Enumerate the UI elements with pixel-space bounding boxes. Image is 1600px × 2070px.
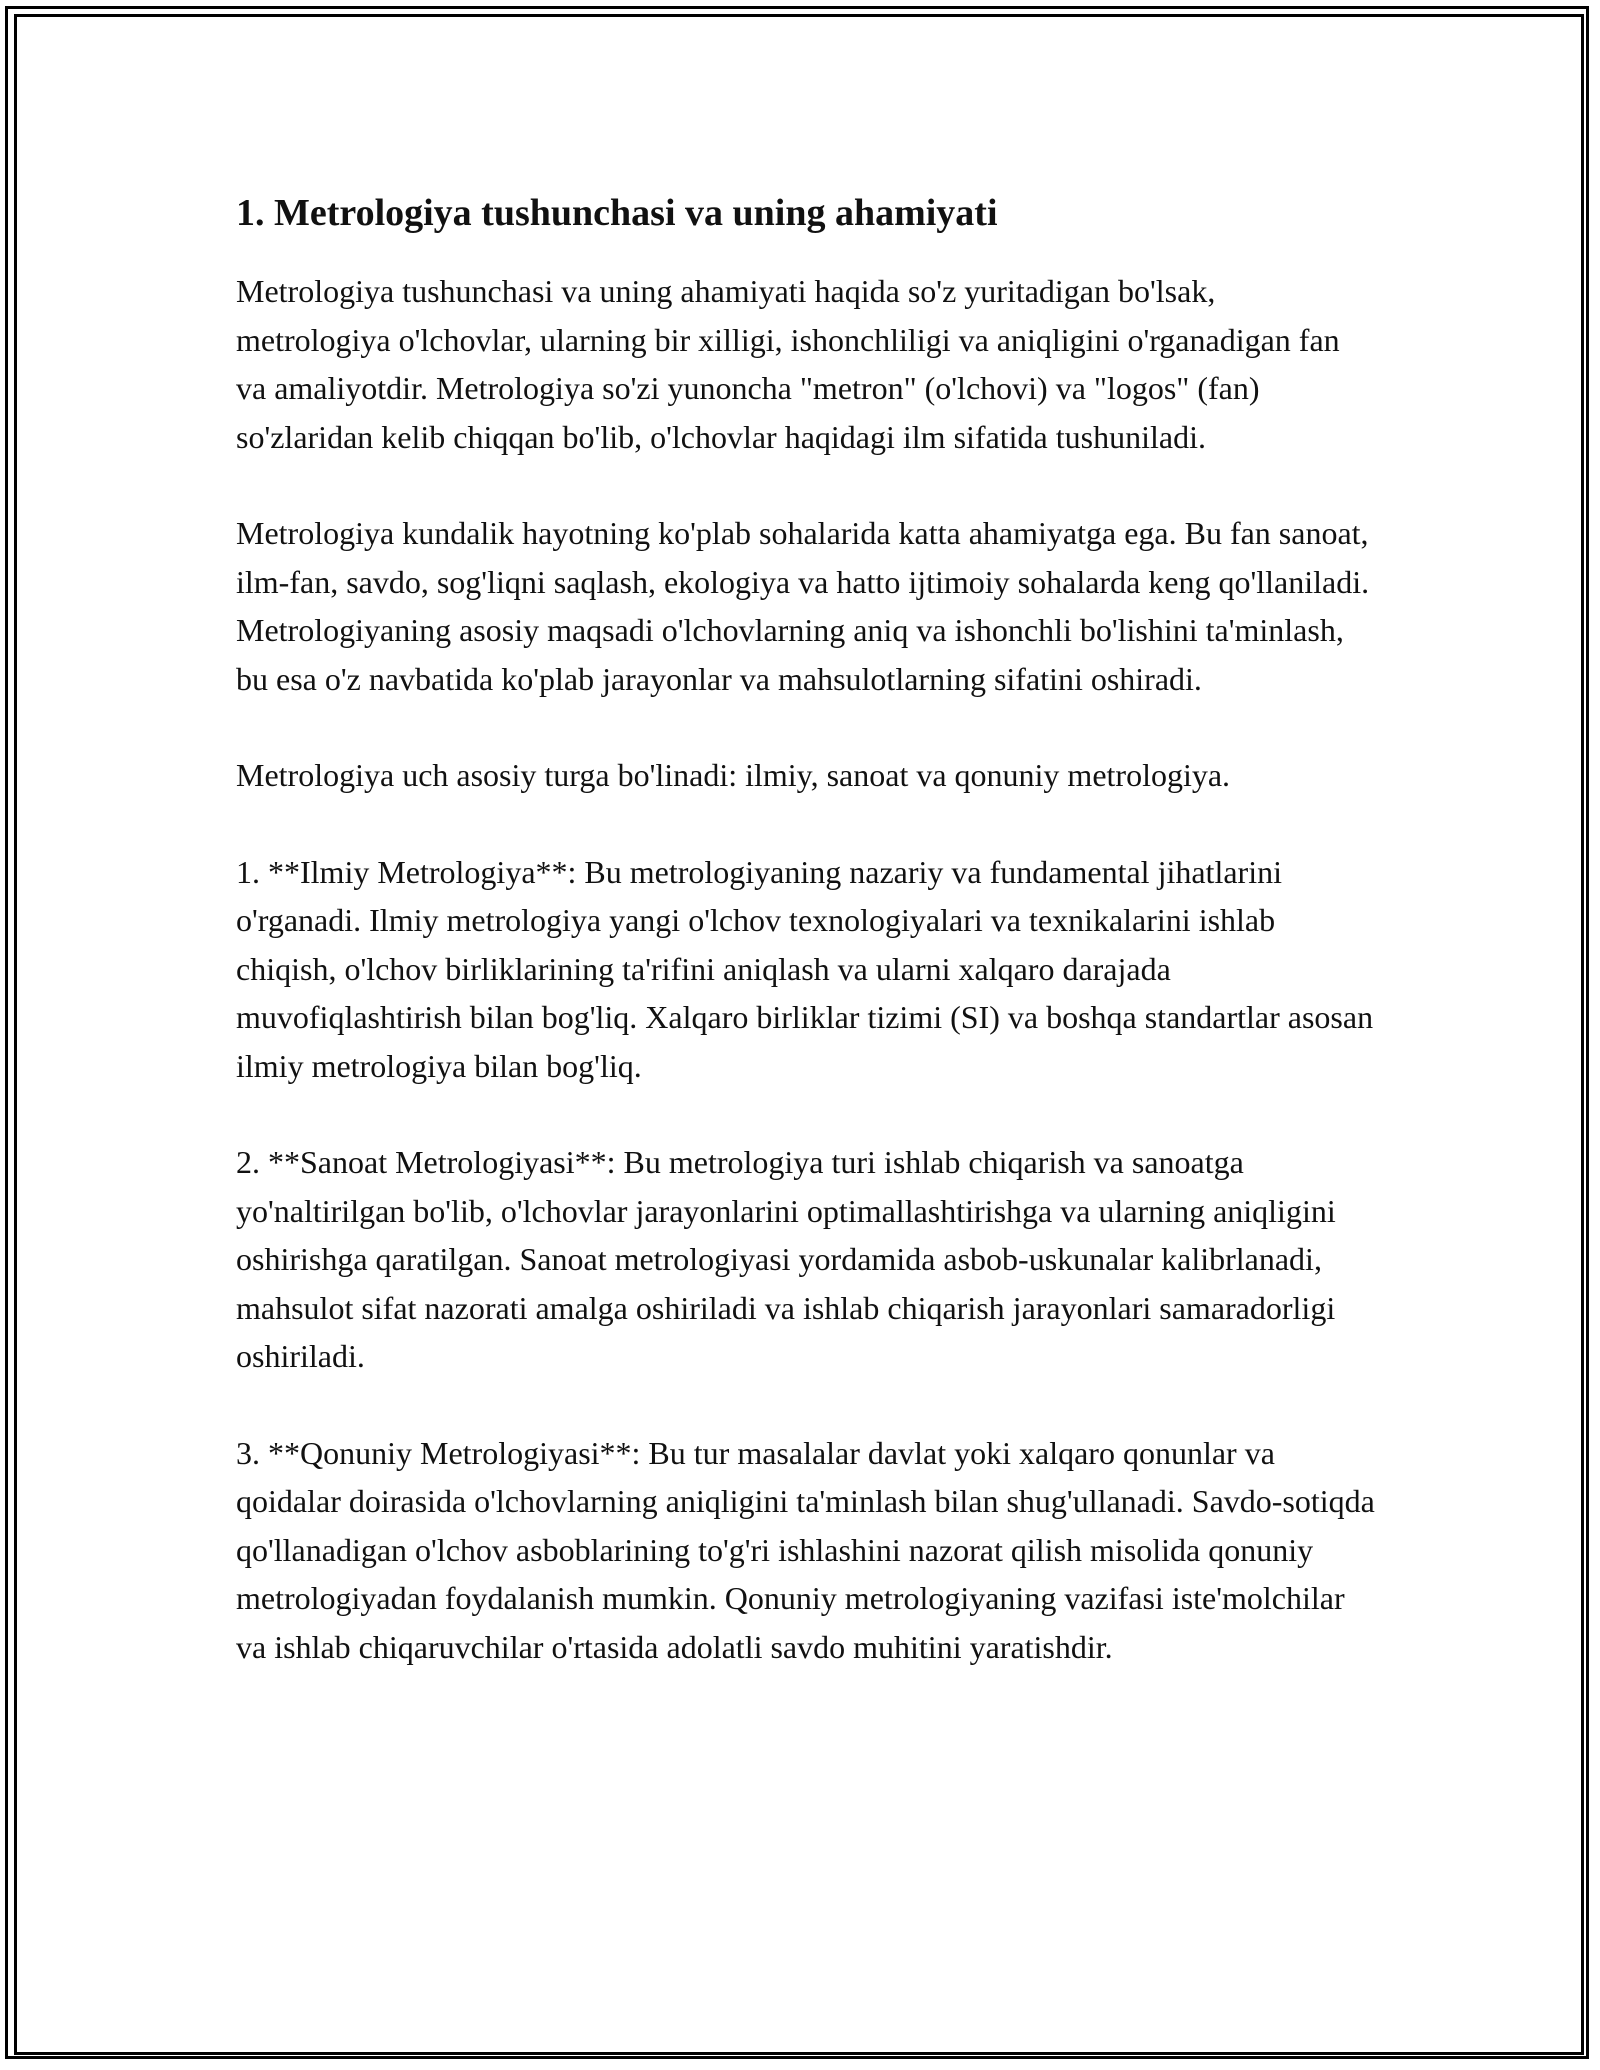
paragraph-types-intro: Metrologiya uch asosiy turga bo'linadi: ilmiy, sanoat va qonuniy metrologiya. [236,757,1231,793]
paragraph-legal-metrology: 3. **Qonuniy Metrologiyasi**: Bu tur masalalar davlat yoki xalqaro qonunlar va qoidalar doirasida o'lchovlarning aniqligini ta'minlash bilan shug'ullanadi. Savdo-sotiqda qo'llanadigan o'lchov asboblarining to'g'ri ishlashini nazorat qilish misolida qonuniy metrologiyadan foydalanish mumkin. Qonuniy metrologiyaning vazifasi iste'molchilar va ishlab chiqaruvchilar o'rtasida adolatli savdo muhitini yaratishdir. [236,1434,1375,1665]
paragraph-importance: Metrologiya kundalik hayotning ko'plab sohalarida katta ahamiyatga ega. Bu fan sanoat, ilm-fan, savdo, sog'liqni saqlash, ekologiya va hatto ijtimoiy sohalarda keng qo'llaniladi. Metrologiyaning asosiy maqsadi o'lchovlarning aniq va ishonchli bo'lishini ta'minlash, bu esa o'z navbatida ko'plab jarayonlar va mahsulotlarning sifatini oshiradi. [236,515,1370,697]
section-title: 1. Metrologiya tushunchasi va uning ahamiyati [236,192,998,234]
paragraph-industrial-metrology: 2. **Sanoat Metrologiyasi**: Bu metrologiya turi ishlab chiqarish va sanoatga yo'naltirilgan bo'lib, o'lchovlar jarayonlarini optimallashtirishga va ularning aniqligini oshirishga qaratilgan. Sanoat metrologiyasi yordamida asbob-uskunalar kalibrlanadi, mahsulot sifat nazorati amalga oshiriladi va ishlab chiqarish jarayonlari samaradorligi oshiriladi. [236,1144,1336,1374]
paragraph-scientific-metrology: 1. **Ilmiy Metrologiya**: Bu metrologiyaning nazariy va fundamental jihatlarini o'rganadi. Ilmiy metrologiya yangi o'lchov texnologiyalari va texnikalarini ishlab chiqish, o'lchov birliklarining ta'rifini aniqlash va ularni xalqaro darajada muvofiqlashtirish bilan bog'liq. Xalqaro birliklar tizimi (SI) va boshqa standartlar asosan ilmiy metrologiya bilan bog'liq. [236,853,1374,1084]
document-body [236,185,1376,1671]
paragraph-definition: Metrologiya tushunchasi va uning ahamiyati haqida so'z yuritadigan bo'lsak, metrologiya o'lchovlar, ularning bir xilligi, ishonchliligi va aniqligini o'rganadigan fan va amaliyotdir. Metrologiya so'zi yunoncha "metron" (o'lchovi) va "logos" (fan) so'zlaridan kelib chiqqan bo'lib, o'lchovlar haqidagi ilm sifatida tushuniladi. [236,273,1340,455]
